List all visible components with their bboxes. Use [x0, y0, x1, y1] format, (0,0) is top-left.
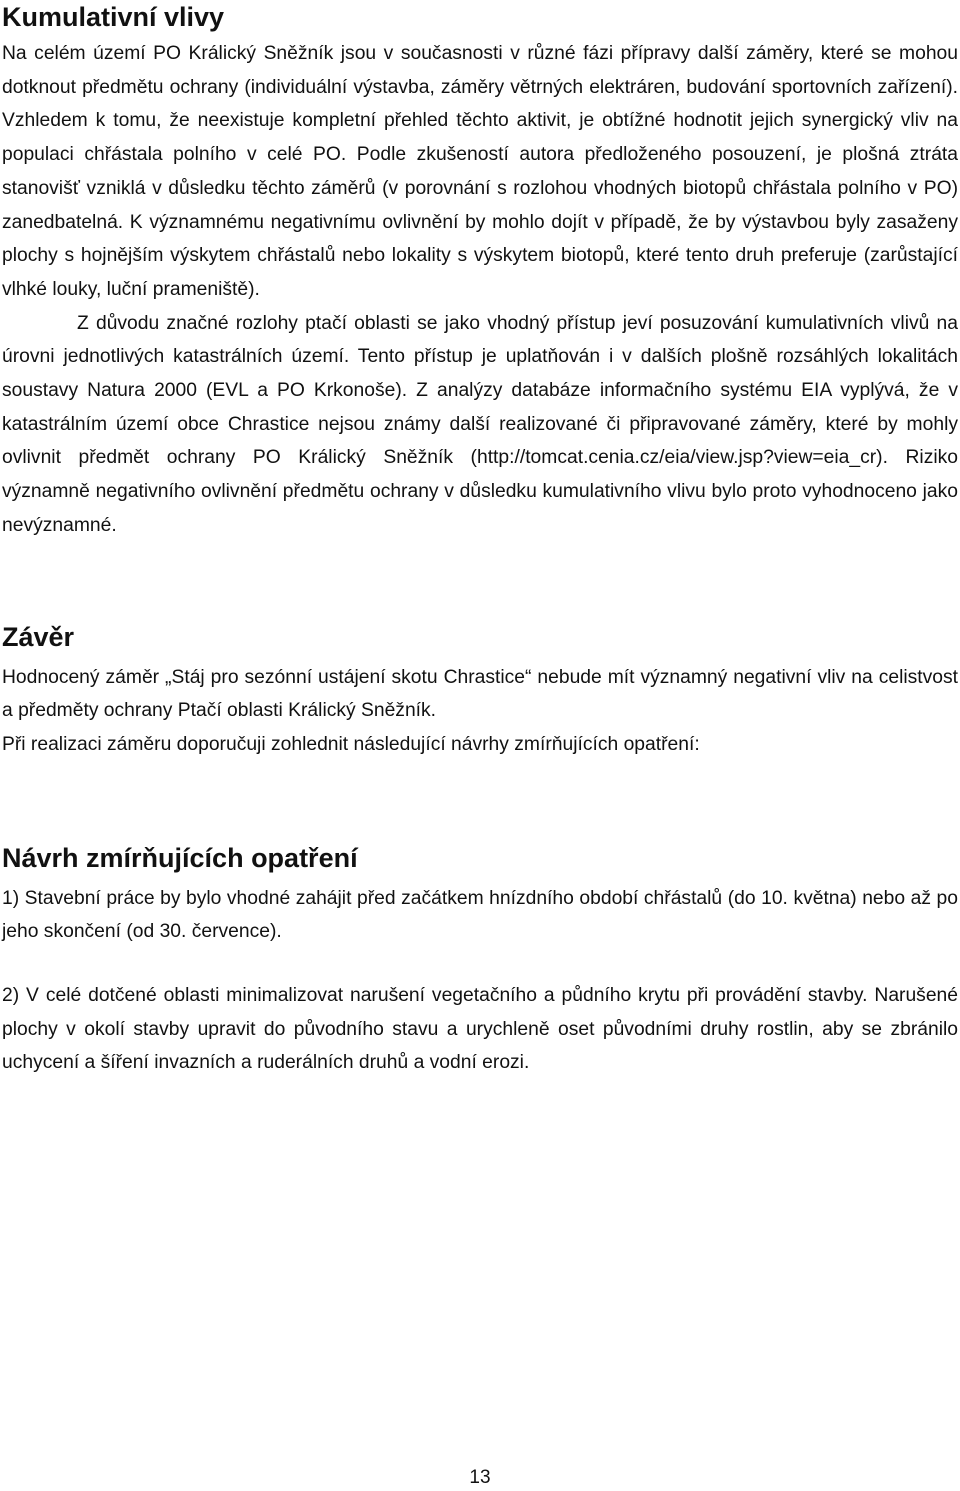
page-number: 13: [469, 1467, 491, 1488]
heading-navrh-opatreni: Návrh zmírňujících opatření: [2, 842, 358, 873]
heading-zaver: Závěr: [2, 621, 75, 652]
paragraph-opatreni-1: 1) Stavební práce by bylo vhodné zahájit před začátkem hnízdního období chřástalů (do 10. května) nebo až po jeho skončení (od 30. července).: [2, 887, 958, 943]
paragraph-kumulativni-1: Na celém území PO Králický Sněžník jsou v současnosti v různé fázi přípravy další záměry, které se mohou dotknout předmětu ochrany (individuální výstavba, záměry větrných elektráren, budování sportovních zařízení). Vzhledem k tomu, že neexistuje kompletní přehled těchto aktivit, je obtížné hodnotit jejich synergický vliv na populaci chřástala polního v celé PO. Podle zkušeností autora předloženého posouzení, je plošná ztráta stanovišť vzniklá v důsledku těchto záměrů (v porovnání s rozlohou vhodných biotopů chřástala polního v PO) zanedbatelná. K významnému negativnímu ovlivnění by mohlo dojít v případě, že by výstavbou byly zasaženy plochy s hojnějším výskytem chřástalů nebo lokality s výskytem biotopů, které tento druh preferuje (zarůstající vlhké louky, luční prameniště).: [2, 43, 958, 300]
paragraph-zaver-1: Hodnocený záměr „Stáj pro sezónní ustájení skotu Chrastice“ nebude mít významný negativní vliv na celistvost a předměty ochrany Ptačí oblasti Králický Sněžník.: [2, 666, 958, 722]
paragraph-kumulativni-2: Z důvodu značné rozlohy ptačí oblasti se jako vhodný přístup jeví posuzování kumulativních vlivů na úrovni jednotlivých katastrálních území. Tento přístup je uplatňován i v dalších plošně rozsáhlých lokalitách soustavy Natura 2000 (EVL a PO Krkonoše). Z analýzy databáze informačního systému EIA vyplývá, že v katastrálním území obce Chrastice nejsou známy další realizované či připravované záměry, které by mohly ovlivnit předmět ochrany PO Králický Sněžník (http://tomcat.cenia.cz/eia/view.jsp?view=eia_cr). Riziko významně negativního ovlivnění předmětu ochrany v důsledku kumulativního vlivu bylo proto vyhodnoceno jako nevýznamné.: [2, 312, 958, 536]
heading-kumulativni-vlivy: Kumulativní vlivy: [2, 2, 225, 32]
document-page: [2, 0, 958, 1080]
paragraph-opatreni-2: 2) V celé dotčené oblasti minimalizovat narušení vegetačního a půdního krytu při provádění stavby. Narušené plochy v okolí stavby upravit do původního stavu a urychleně oset původními druhy rostlin, aby se zbránilo uchycení a šíření invazních a ruderálních druhů a vodní erozi.: [2, 985, 958, 1074]
paragraph-zaver-2: Při realizaci záměru doporučuji zohlednit následující návrhy zmírňujících opatření:: [2, 733, 700, 755]
